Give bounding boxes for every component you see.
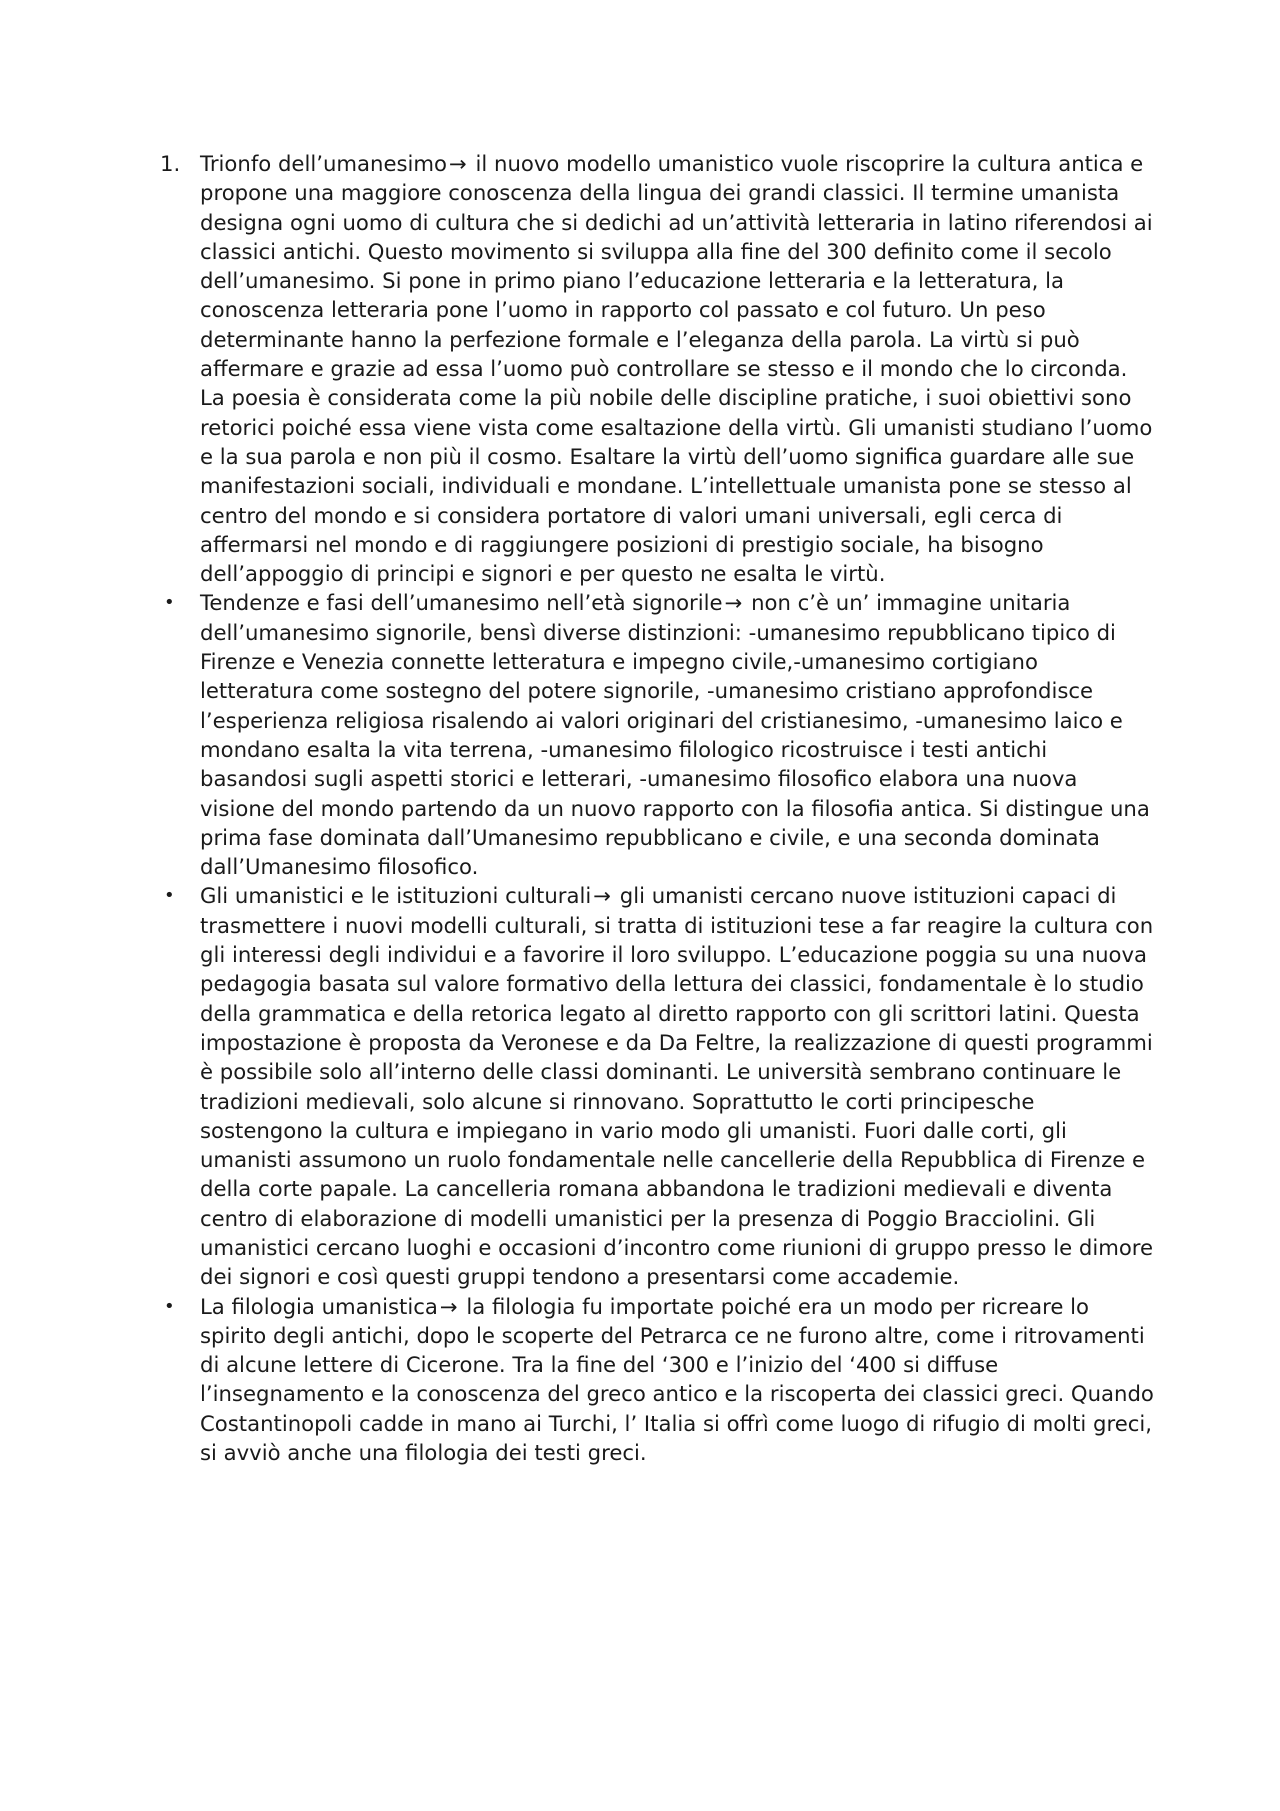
arrow-right-icon: → <box>724 590 743 616</box>
item-text: la filologia fu importate poiché era un modo per ricreare lo spirito degli antichi, dopo le scoperte del Petrarca ce ne furono altre, come i ritrovamenti di alcune lettere di Cicerone. Tra la fine del ‘300 e l’inizio del ‘400 si diffuse l’insegnamento e la conoscenza del greco antico e la riscoperta dei classici greci. Quando Costantinopoli cadde in mano ai Turchi, l’ Italia si offrì come luogo di rifugio di molti greci, si avviò anche una filologia dei testi greci. <box>200 1293 1154 1466</box>
item-text: il nuovo modello umanistico vuole riscoprire la cultura antica e propone una maggiore conoscenza della lingua dei grandi classici. Il termine umanista designa ogni uomo di cultura che si dedichi ad un’attività letteraria in latino riferendosi ai classici antichi. Questo movimento si sviluppa alla fine del 300 definito come il secolo dell’umanesimo. Si pone in primo piano l’educazione letteraria e la letteratura, la conoscenza letteraria pone l’uomo in rapporto col passato e col futuro. Un peso determinante hanno la perfezione formale e l’eleganza della parola. La virtù si può affermare e grazie ad essa l’uomo può controllare se stesso e il mondo che lo circonda. La poesia è considerata come la più nobile delle discipline pratiche, i suoi obiettivi sono retorici poiché essa viene vista come esaltazione della virtù. Gli umanisti studiano l’uomo e la sua parola e non più il cosmo. Esaltare la virtù dell’uomo significa guardare alle sue manifestazioni sociali, individuali e mondane. L’intellettuale umanista pone se stesso al centro del mondo e si considera portatore di valori umani universali, egli cerca di affermarsi nel mondo e di raggiungere posizioni di prestigio sociale, ha bisogno dell’appoggio di principi e signori e per questo ne esalta le virtù. <box>200 151 1153 587</box>
arrow-right-icon: → <box>449 151 467 176</box>
list-item-tendenze-fasi <box>160 588 1155 881</box>
list-item-filologia-umanistica <box>160 1292 1155 1468</box>
bullet-marker: • <box>164 885 175 907</box>
item-text: non c’è un’ immagine unitaria dell’umanesimo signorile, bensì diverse distinzioni: -umanesimo repubblicano tipico di Firenze e Venezia connette letteratura e impegno civile,-umanesimo cortigiano letteratura come sostegno del potere signorile, -umanesimo cristiano approfondisce l’esperienza religiosa risalendo ai valori originari del cristianesimo, -umanesimo laico e mondano esalta la vita terrena, -umanesimo filologico ricostruisce i testi antichi basandosi sugli aspetti storici e letterari, -umanesimo filosofico elabora una nuova visione del mondo partendo da un nuovo rapporto con la filosofia antica. Si distingue una prima fase dominata dall’Umanesimo repubblicano e civile, e una seconda dominata dall’Umanesimo filosofico. <box>200 590 1150 880</box>
list-item-istituzioni-culturali <box>160 881 1155 1291</box>
bullet-marker: • <box>164 592 175 614</box>
list-number-marker: 1. <box>160 151 181 176</box>
item-heading: Tendenze e fasi dell’umanesimo nell’età signorile <box>200 590 723 616</box>
arrow-right-icon: → <box>439 1293 458 1319</box>
item-text: gli umanisti cercano nuove istituzioni capaci di trasmettere i nuovi modelli culturali, si tratta di istituzioni tese a far reagire la cultura con gli interessi degli individui e a favorire il loro sviluppo. L’educazione poggia su una nuova pedagogia basata sul valore formativo della lettura dei classici, fondamentale è lo studio della grammatica e della retorica legato al diretto rapporto con gli scrittori latini. Questa impostazione è proposta da Veronese e da Da Feltre, la realizzazione di questi programmi è possibile solo all’interno delle classi dominanti. Le università sembrano continuare le tradizioni medievali, solo alcune si rinnovano. Soprattutto le corti principesche sostengono la cultura e impiegano in vario modo gli umanisti. Fuori dalle corti, gli umanisti assumono un ruolo fondamentale nelle cancellerie della Repubblica di Firenze e della corte papale. La cancelleria romana abbandona le tradizioni medievali e diventa centro di elaborazione di modelli umanistici per la presenza di Poggio Bracciolini. Gli umanistici cercano luoghi e occasioni d’incontro come riunioni di gruppo presso le dimore dei signori e così questi gruppi tendono a presentarsi come accademie. <box>200 883 1154 1290</box>
item-heading: Trionfo dell’umanesimo <box>200 151 448 176</box>
arrow-right-icon: → <box>593 883 612 909</box>
list-item-trionfo-umanesimo <box>160 149 1155 588</box>
item-heading: Gli umanistici e le istituzioni culturali <box>200 883 592 909</box>
item-heading: La filologia umanistica <box>200 1293 438 1319</box>
bullet-marker: • <box>164 1295 175 1317</box>
notes-list <box>160 149 1155 1467</box>
